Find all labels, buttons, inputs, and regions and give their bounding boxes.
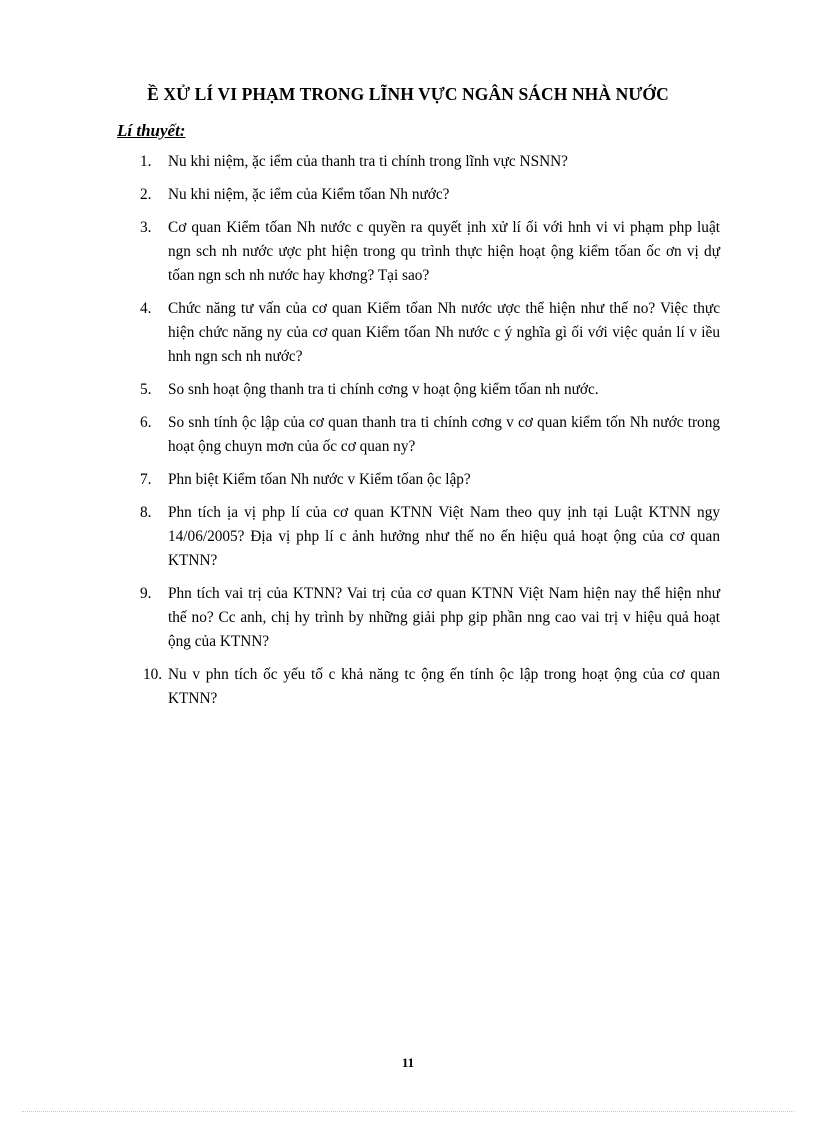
list-item <box>140 297 720 369</box>
list-item <box>140 216 720 288</box>
list-item-text: Cơ quan Kiểm tốan Nh nước c quyền ra quyết ịnh xử lí ối với hnh vi vi phạm php luật ngn sch nh nước ược pht hiện trong qu trình thực hiện hoạt ộng kiểm tốan ốc ơn vị dự tốan ngn sch nh nước hay khơng? Tại sao? <box>168 219 720 284</box>
list-item-number: 8. <box>140 504 152 521</box>
list-item-number: 3. <box>140 219 152 236</box>
list-item-number: 1. <box>140 153 152 170</box>
list-item-number: 2. <box>140 186 152 203</box>
list-item-text: Phn tích ịa vị php lí của cơ quan KTNN Việt Nam theo quy ịnh tại Luật KTNN ngy 14/06/2005? Địa vị php lí c ảnh hưởng như thế no ến hiệu quả hoạt ộng của cơ quan KTNN? <box>168 504 720 569</box>
list-item-number: 7. <box>140 471 152 488</box>
list-item-text: Nu khi niệm, ặc iểm của Kiểm tốan Nh nước? <box>168 186 450 203</box>
list-item <box>140 663 720 711</box>
list-item-number: 10. <box>143 666 163 683</box>
list-item-text: So snh hoạt ộng thanh tra ti chính cơng v hoạt ộng kiểm tốan nh nước. <box>168 381 599 398</box>
list-item-text: Phn biệt Kiểm tốan Nh nước v Kiểm tốan ộc lập? <box>168 471 471 488</box>
list-item-number: 4. <box>140 300 152 317</box>
section-heading: Lí thuyết: <box>117 121 186 140</box>
page-title: Ề XỬ LÍ VI PHẠM TRONG LĨNH VỰC NGÂN SÁCH NHÀ NƯỚC <box>147 84 669 104</box>
list-item-number: 9. <box>140 585 152 602</box>
list-item-number: 5. <box>140 381 152 398</box>
list-item <box>140 501 720 573</box>
list-item-text: Nu khi niệm, ặc iểm của thanh tra ti chính trong lĩnh vực NSNN? <box>168 153 568 170</box>
list-item <box>140 468 720 492</box>
list-item-text: Chức năng tư vấn của cơ quan Kiểm tốan Nh nước ược thể hiện như thế no? Việc thực hiện chức năng ny của cơ quan Kiểm tốan Nh nước c ý nghĩa gì ối với việc quản lí v iều hnh ngn sch nh nước? <box>168 300 720 365</box>
list-item-text: Nu v phn tích ốc yếu tố c khả năng tc ộng ến tính ộc lập trong hoạt ộng của cơ quan KTNN? <box>168 666 720 707</box>
list-item <box>140 183 720 207</box>
list-item-text: Phn tích vai trị của KTNN? Vai trị của cơ quan KTNN Việt Nam hiện nay thể hiện như thế no? Cc anh, chị hy trình by những giải php gip phần nng cao vai trị v hiệu quả hoạt ộng của KTNN? <box>168 585 720 650</box>
footer-divider <box>22 1111 794 1112</box>
list-item <box>140 378 720 402</box>
list-item-number: 6. <box>140 414 152 431</box>
list-item <box>140 150 720 174</box>
list-item <box>140 411 720 459</box>
list-item <box>140 582 720 654</box>
page-number: 11 <box>401 1055 415 1070</box>
question-list <box>140 150 720 720</box>
list-item-text: So snh tính ộc lập của cơ quan thanh tra ti chính cơng v cơ quan kiểm tốn Nh nước trong hoạt ộng chuyn mơn của ốc cơ quan ny? <box>168 414 720 455</box>
